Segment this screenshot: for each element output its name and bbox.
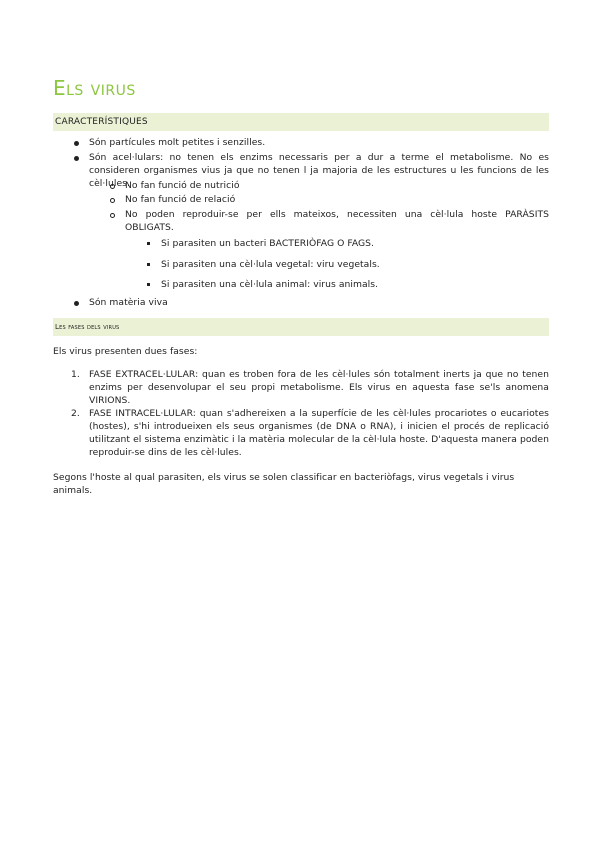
list-number: 1. bbox=[71, 369, 80, 380]
sub-sub-list-item: Si parasiten un bacteri BACTERIÒFAG O FAGS. bbox=[161, 238, 375, 249]
phase-item: FASE INTRACEL·LULAR: quan s'adhereixen a la superfície de les cèl·lules procariotes o eucariotes (hostes), s'hi introdueixen els seus organismes (de DNA o RNA), i inicien el procés de replicació utilitzant el sistema enzimàtic i la matèria molecular de la cèl·lula hoste. D'aquesta manera poden reproduir-se dins de les cèl·lules. bbox=[89, 408, 549, 458]
section-heading-characteristics: CARACTERÍSTIQUES bbox=[53, 113, 549, 131]
page-title: Els virus bbox=[53, 76, 136, 100]
sub-list-item: No fan funció de relació bbox=[125, 194, 236, 205]
sub-list-item: No poden reproduir-se per ells mateixos, necessiten una cèl·lula hoste PARÀSITS OBLIGATS. bbox=[125, 209, 549, 233]
section-heading-phases: Les fases dels virus bbox=[53, 318, 549, 336]
bullet-dot bbox=[74, 156, 79, 161]
closing-paragraph: Segons l'hoste al qual parasiten, els virus se solen classificar en bacteriòfags, virus vegetals i virus animals. bbox=[53, 472, 515, 496]
bullet-square bbox=[147, 283, 150, 286]
sub-sub-list-item: Si parasiten una cèl·lula animal: virus animals. bbox=[161, 279, 379, 290]
list-number: 2. bbox=[71, 408, 80, 419]
list-item: Són matèria viva bbox=[89, 297, 168, 308]
sub-list-item: No fan funció de nutrició bbox=[125, 180, 240, 191]
intro-paragraph: Els virus presenten dues fases: bbox=[53, 346, 198, 357]
bullet-circle bbox=[110, 213, 115, 218]
bullet-dot bbox=[74, 301, 79, 306]
bullet-square bbox=[147, 263, 150, 266]
list-item: Són partícules molt petites i senzilles. bbox=[89, 137, 266, 148]
phase-item: FASE EXTRACEL·LULAR: quan es troben fora de les cèl·lules són totalment inerts ja que no tenen enzims per desenvolupar el seu propi metabolisme. Els virus en aquesta fase se'ls anomena VIRIONS. bbox=[89, 369, 549, 406]
list-item: Són acel·lulars: no tenen els enzims necessaris per a dur a terme el metabolisme. No es consideren organismes vius ja que no tenen l ja majoria de les estructures u les funcions de les cèl·lules. bbox=[89, 152, 549, 189]
bullet-dot bbox=[74, 141, 79, 146]
bullet-circle bbox=[110, 184, 115, 189]
sub-sub-list-item: Si parasiten una cèl·lula vegetal: viru vegetals. bbox=[161, 259, 380, 270]
bullet-square bbox=[147, 242, 150, 245]
bullet-circle bbox=[110, 198, 115, 203]
